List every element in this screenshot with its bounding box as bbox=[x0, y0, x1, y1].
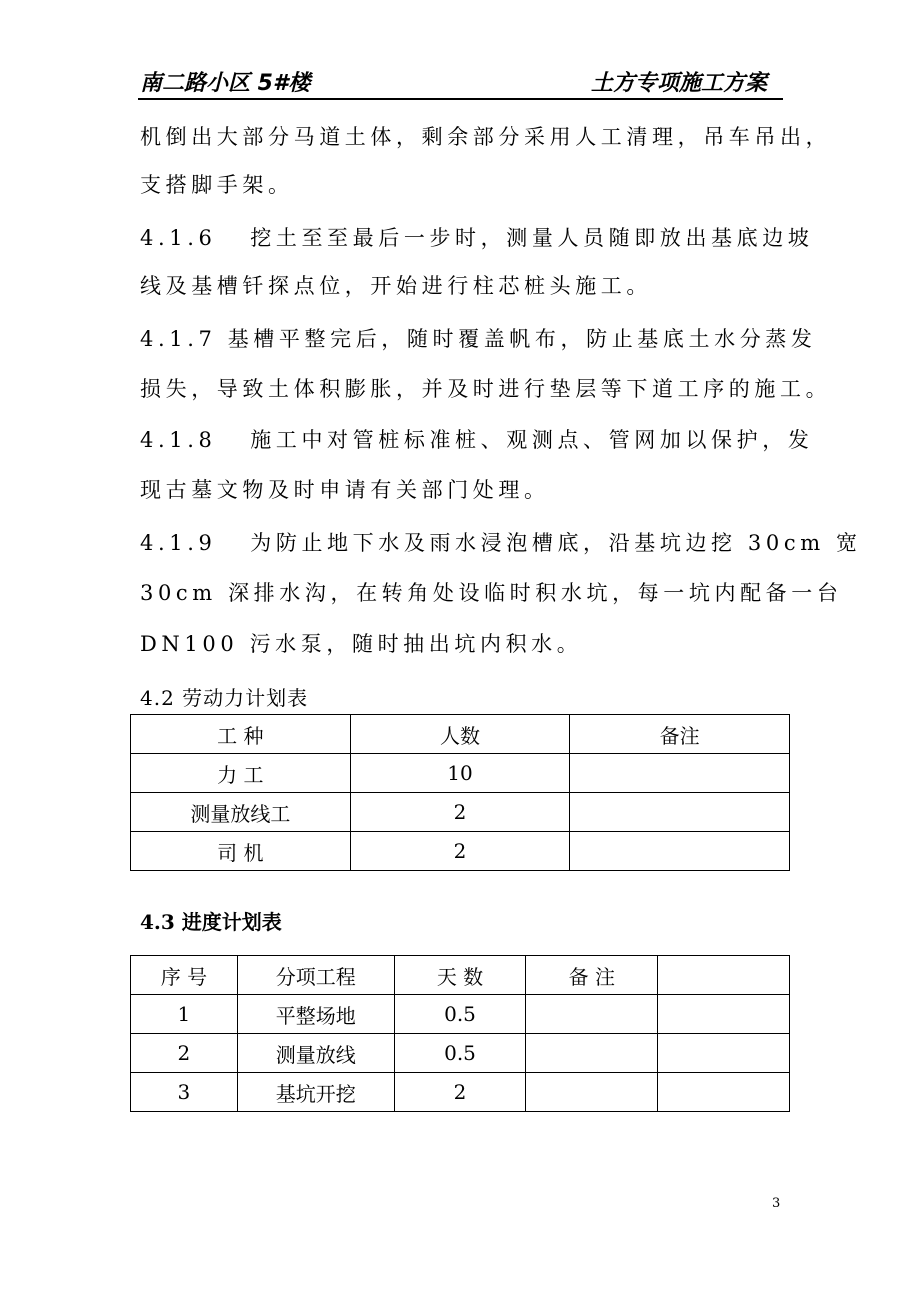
table-cell bbox=[526, 995, 658, 1034]
paragraph-line: 线及基槽钎探点位，开始进行柱芯桩头施工。 bbox=[140, 274, 652, 298]
table-cell: 力 工 bbox=[131, 754, 351, 793]
header-project-name: 南二路小区 5#楼 bbox=[140, 71, 311, 96]
paragraph-line: 支搭脚手架。 bbox=[140, 173, 294, 197]
table-cell bbox=[526, 1034, 658, 1073]
table-cell: 测量放线 bbox=[237, 1034, 394, 1073]
paragraph-line: 4.1.7 基槽平整完后，随时覆盖帆布，防止基底土水分蒸发 bbox=[140, 327, 817, 351]
table-cell: 2 bbox=[394, 1073, 526, 1112]
table-row bbox=[131, 793, 790, 832]
table-header-cell: 人数 bbox=[350, 715, 570, 754]
table-cell: 司 机 bbox=[131, 832, 351, 871]
page-header bbox=[138, 64, 783, 100]
table-header-cell: 分项工程 bbox=[237, 956, 394, 995]
table-row bbox=[131, 832, 790, 871]
table-header-cell: 天 数 bbox=[394, 956, 526, 995]
table-cell: 平整场地 bbox=[237, 995, 394, 1034]
header-document-title: 土方专项施工方案 bbox=[590, 71, 767, 96]
table-row bbox=[131, 1073, 790, 1112]
table-header-row bbox=[131, 715, 790, 754]
table-header-cell bbox=[658, 956, 790, 995]
paragraph-line: 4.1.8 施工中对管桩标准桩、观测点、管网加以保护，发 bbox=[140, 428, 814, 452]
paragraph-line: 4.1.6 挖土至至最后一步时，测量人员随即放出基底边坡 bbox=[140, 226, 814, 250]
table-cell: 10 bbox=[350, 754, 570, 793]
paragraph-line: 现古墓文物及时申请有关部门处理。 bbox=[140, 478, 550, 502]
table-cell bbox=[658, 1034, 790, 1073]
paragraph-line: 机倒出大部分马道土体，剩余部分采用人工清理，吊车吊出， bbox=[140, 125, 832, 149]
schedule-plan-table bbox=[130, 955, 790, 1112]
table-cell: 基坑开挖 bbox=[237, 1073, 394, 1112]
paragraph-line: DN100 污水泵，随时抽出坑内积水。 bbox=[140, 632, 583, 656]
table-row bbox=[131, 1034, 790, 1073]
table-row bbox=[131, 995, 790, 1034]
table-cell: 1 bbox=[131, 995, 238, 1034]
table-cell: 0.5 bbox=[394, 995, 526, 1034]
schedule-table-title: 4.3 进度计划表 bbox=[140, 910, 282, 934]
table-cell: 测量放线工 bbox=[131, 793, 351, 832]
table-cell: 2 bbox=[350, 793, 570, 832]
table-header-cell: 工 种 bbox=[131, 715, 351, 754]
table-header-cell: 备注 bbox=[570, 715, 790, 754]
table-cell bbox=[658, 1073, 790, 1112]
page-number: 3 bbox=[772, 1196, 781, 1211]
labor-table-title: 4.2 劳动力计划表 bbox=[140, 686, 309, 710]
table-cell: 2 bbox=[350, 832, 570, 871]
table-cell: 0.5 bbox=[394, 1034, 526, 1073]
labor-plan-table bbox=[130, 714, 790, 871]
table-cell bbox=[570, 832, 790, 871]
paragraph-line: 30cm 深排水沟，在转角处设临时积水坑，每一坑内配备一台 bbox=[140, 581, 843, 605]
table-cell bbox=[658, 995, 790, 1034]
table-cell: 3 bbox=[131, 1073, 238, 1112]
table-header-cell: 序 号 bbox=[131, 956, 238, 995]
table-cell bbox=[570, 793, 790, 832]
table-row bbox=[131, 754, 790, 793]
table-header-cell: 备 注 bbox=[526, 956, 658, 995]
paragraph-line: 损失，导致土体积膨胀，并及时进行垫层等下道工序的施工。 bbox=[140, 377, 832, 401]
table-cell: 2 bbox=[131, 1034, 238, 1073]
table-cell bbox=[570, 754, 790, 793]
table-cell bbox=[526, 1073, 658, 1112]
paragraph-line: 4.1.9 为防止地下水及雨水浸泡槽底，沿基坑边挖 30cm 宽 bbox=[140, 531, 862, 555]
table-header-row bbox=[131, 956, 790, 995]
